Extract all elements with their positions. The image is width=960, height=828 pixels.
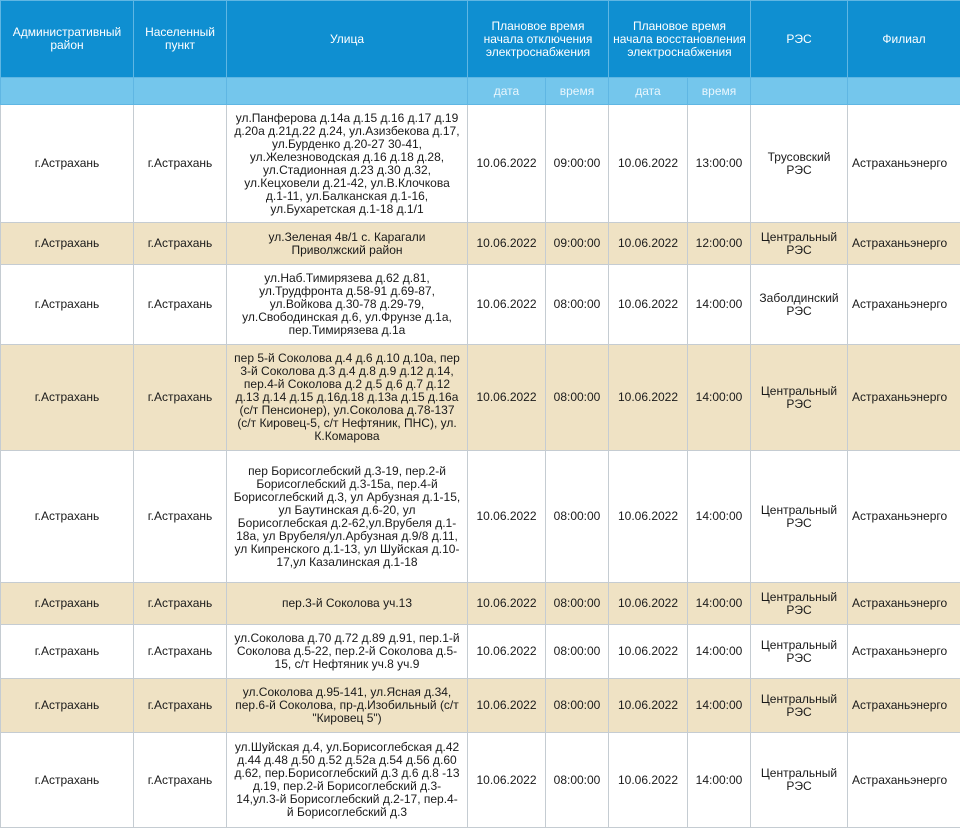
cell-street: пер Борисоглебский д.3-19, пер.2-й Борисоглебский д.3-15а, пер.4-й Борисоглебский д.3, ул Арбузная д.1-15, ул Баутинская д.6-20, ул Борисоглебская д.2-62,ул.Врубеля д.1-18а, ул Врубеля/ул.Арбузная д.9/8 д.11, ул Кипренского д.1-13, ул Шуйская д.10-17,ул Казалинская д.1-18 [227,451,468,583]
cell-off-time: 08:00:00 [546,625,609,679]
cell-on-date: 10.06.2022 [609,679,688,733]
header-res: РЭС [751,1,848,78]
subheader-empty [134,78,227,105]
subheader-off-date: дата [468,78,546,105]
cell-district: г.Астрахань [1,583,134,625]
cell-off-date: 10.06.2022 [468,265,546,345]
subheader-restore-date: дата [609,78,688,105]
table-row [1,265,960,345]
cell-res: Центральный РЭС [751,583,848,625]
cell-district: г.Астрахань [1,223,134,265]
cell-street: ул.Зеленая 4в/1 с. Карагали Приволжский район [227,223,468,265]
header-planned-off: Плановое время начала отключения электроснабжения [468,1,609,78]
cell-off-time: 08:00:00 [546,451,609,583]
header-street: Улица [227,1,468,78]
cell-locality: г.Астрахань [134,625,227,679]
cell-branch: Астраханьэнерго [848,625,960,679]
cell-branch: Астраханьэнерго [848,733,960,828]
cell-locality: г.Астрахань [134,105,227,223]
table-header-row [1,1,960,78]
cell-on-date: 10.06.2022 [609,451,688,583]
table-row [1,625,960,679]
cell-locality: г.Астрахань [134,733,227,828]
cell-district: г.Астрахань [1,265,134,345]
cell-off-date: 10.06.2022 [468,451,546,583]
table-row [1,451,960,583]
cell-res: Трусовский РЭС [751,105,848,223]
cell-branch: Астраханьэнерго [848,223,960,265]
cell-branch: Астраханьэнерго [848,105,960,223]
cell-on-time: 14:00:00 [688,451,751,583]
cell-on-time: 14:00:00 [688,733,751,828]
cell-off-date: 10.06.2022 [468,583,546,625]
cell-branch: Астраханьэнерго [848,345,960,451]
cell-on-date: 10.06.2022 [609,583,688,625]
cell-branch: Астраханьэнерго [848,451,960,583]
cell-off-time: 08:00:00 [546,679,609,733]
table-row [1,105,960,223]
cell-on-time: 14:00:00 [688,345,751,451]
subheader-empty [751,78,848,105]
cell-off-date: 10.06.2022 [468,733,546,828]
cell-locality: г.Астрахань [134,451,227,583]
subheader-off-time: время [546,78,609,105]
cell-on-time: 13:00:00 [688,105,751,223]
cell-district: г.Астрахань [1,451,134,583]
cell-off-time: 08:00:00 [546,265,609,345]
cell-street: ул.Соколова д.70 д.72 д.89 д.91, пер.1-й Соколова д.5-22, пер.2-й Соколова д.5-15, с/т Нефтяник уч.8 уч.9 [227,625,468,679]
table-row [1,345,960,451]
cell-res: Центральный РЭС [751,451,848,583]
cell-branch: Астраханьэнерго [848,679,960,733]
header-admin-district: Административный район [1,1,134,78]
cell-on-date: 10.06.2022 [609,345,688,451]
cell-locality: г.Астрахань [134,223,227,265]
cell-off-date: 10.06.2022 [468,679,546,733]
cell-locality: г.Астрахань [134,265,227,345]
cell-on-date: 10.06.2022 [609,265,688,345]
cell-on-date: 10.06.2022 [609,105,688,223]
cell-off-time: 08:00:00 [546,733,609,828]
cell-off-time: 09:00:00 [546,105,609,223]
cell-street: ул.Шуйская д.4, ул.Борисоглебская д.42 д.44 д.48 д.50 д.52 д.52а д.54 д.56 д.60 д.62, пер.Борисоглебский д.3 д.6 д.8 -13 д.19, пер.2-й Борисоглебский д.3-14,ул.3-й Борисоглебский д.2-17, пер.4-й Борисоглебский д.3 [227,733,468,828]
cell-res: Центральный РЭС [751,223,848,265]
cell-on-date: 10.06.2022 [609,733,688,828]
cell-district: г.Астрахань [1,625,134,679]
subheader-restore-time: время [688,78,751,105]
cell-street: ул.Панферова д.14а д.15 д.16 д.17 д.19 д.20а д.21д.22 д.24, ул.Азизбекова д.17, ул.Бурденко д.20-27 30-41, ул.Железноводская д.16 д.18 д.28, ул.Стадионная д.23 д.30 д.32, ул.Кецховели д.21-42, ул.В.Клочкова д.1-11, ул.Балканская д.1-16, ул.Бухаретская д.1-18 д.1/1 [227,105,468,223]
cell-on-time: 12:00:00 [688,223,751,265]
cell-street: ул.Соколова д.95-141, ул.Ясная д.34, пер.6-й Соколова, пр-д.Изобильный (с/т "Кировец 5") [227,679,468,733]
cell-district: г.Астрахань [1,679,134,733]
cell-res: Заболдинский РЭС [751,265,848,345]
header-planned-restore: Плановое время начала восстановления электроснабжения [609,1,751,78]
cell-district: г.Астрахань [1,345,134,451]
cell-off-date: 10.06.2022 [468,105,546,223]
table-row [1,583,960,625]
cell-on-time: 14:00:00 [688,625,751,679]
subheader-empty [1,78,134,105]
cell-district: г.Астрахань [1,105,134,223]
cell-street: ул.Наб.Тимирязева д.62 д.81, ул.Трудфронта д.58-91 д.69-87, ул.Войкова д.30-78 д.29-79, ул.Свободинская д.6, ул.Фрунзе д.1а, пер.Тимирязева д.1а [227,265,468,345]
cell-locality: г.Астрахань [134,679,227,733]
cell-off-date: 10.06.2022 [468,223,546,265]
cell-off-date: 10.06.2022 [468,625,546,679]
table-row [1,223,960,265]
cell-street: пер.3-й Соколова уч.13 [227,583,468,625]
cell-off-time: 08:00:00 [546,345,609,451]
cell-off-time: 09:00:00 [546,223,609,265]
cell-off-time: 08:00:00 [546,583,609,625]
cell-off-date: 10.06.2022 [468,345,546,451]
table-row [1,733,960,828]
cell-on-date: 10.06.2022 [609,625,688,679]
cell-branch: Астраханьэнерго [848,583,960,625]
cell-res: Центральный РЭС [751,679,848,733]
subheader-empty [227,78,468,105]
cell-on-date: 10.06.2022 [609,223,688,265]
cell-res: Центральный РЭС [751,625,848,679]
cell-district: г.Астрахань [1,733,134,828]
table-row [1,679,960,733]
cell-on-time: 14:00:00 [688,583,751,625]
cell-on-time: 14:00:00 [688,265,751,345]
header-branch: Филиал [848,1,960,78]
cell-locality: г.Астрахань [134,345,227,451]
cell-res: Центральный РЭС [751,733,848,828]
cell-res: Центральный РЭС [751,345,848,451]
table-subheader-row [1,78,960,105]
cell-locality: г.Астрахань [134,583,227,625]
cell-on-time: 14:00:00 [688,679,751,733]
header-locality: Населенный пункт [134,1,227,78]
cell-street: пер 5-й Соколова д.4 д.6 д.10 д.10а, пер 3-й Соколова д.3 д.4 д.8 д.9 д.12 д.14, пер.4-й Соколова д.2 д.5 д.6 д.7 д.12 д.13 д.14 д.15 д.16д.18 д.13а д.15 д.16а (с/т Пенсионер), ул.Соколова д.78-137 (с/т Кировец-5, с/т Нефтяник, ПНС), ул. К.Комарова [227,345,468,451]
subheader-empty [848,78,960,105]
cell-branch: Астраханьэнерго [848,265,960,345]
